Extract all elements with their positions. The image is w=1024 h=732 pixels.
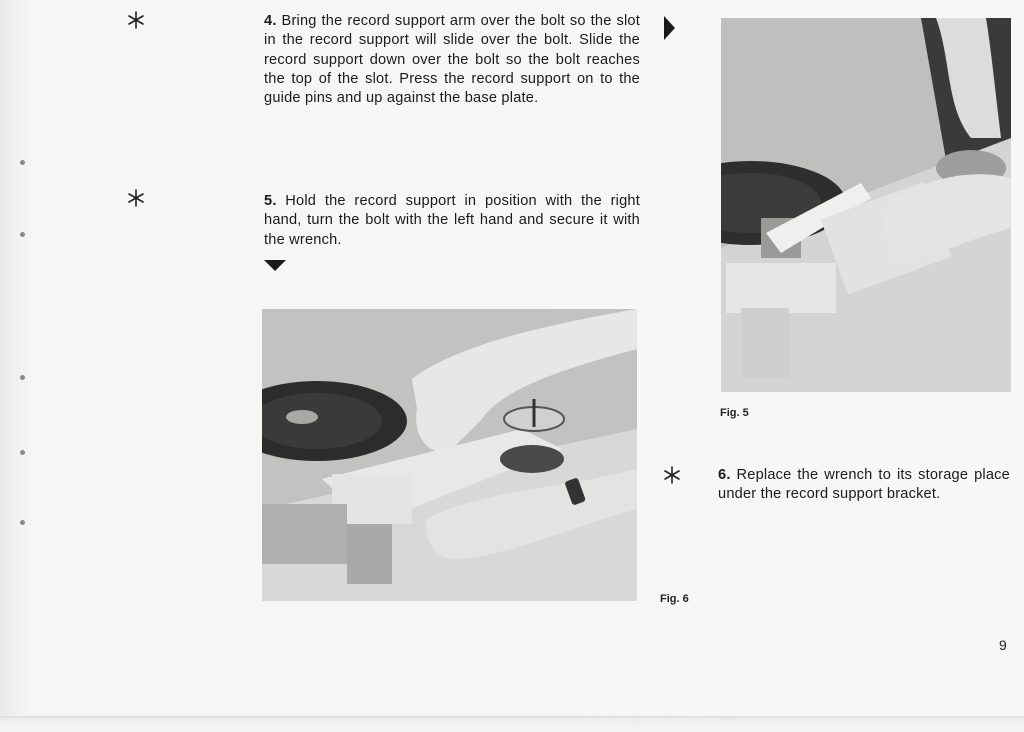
binding-hole-icon bbox=[20, 160, 25, 165]
asterisk-icon bbox=[125, 187, 147, 209]
step-body: Bring the record support arm over the bolt so the slot in the record support will slide over the bolt. Slide the record support down over the bolt so the bolt reaches the top of the slot. Press the record support on to the guide pins and up against the base plate. bbox=[264, 13, 640, 107]
step-number: 4. bbox=[264, 13, 277, 29]
step-number: 6. bbox=[718, 467, 731, 483]
arrow-right-icon bbox=[664, 16, 676, 45]
binding-hole-icon bbox=[20, 520, 25, 525]
asterisk-icon bbox=[125, 9, 147, 31]
step-4-text bbox=[264, 12, 640, 108]
figure-6-caption: Fig. 6 bbox=[660, 593, 689, 605]
step-number: 5. bbox=[264, 193, 277, 209]
figure-5-caption: Fig. 5 bbox=[720, 407, 749, 419]
step-5-text bbox=[264, 192, 640, 250]
page-number: 9 bbox=[999, 637, 1007, 653]
page-edge bbox=[0, 716, 1024, 732]
step-body: Replace the wrench to its storage place under the record support bracket. bbox=[718, 467, 1010, 503]
binding-hole-icon bbox=[20, 450, 25, 455]
step-body: Hold the record support in position with the right hand, turn the bolt with the left hand and secure it with the wrench. bbox=[264, 193, 640, 248]
figure-5-photo bbox=[721, 18, 1011, 392]
step-6-text bbox=[718, 466, 1010, 505]
figure-6-photo bbox=[262, 309, 637, 601]
binding-hole-icon bbox=[20, 232, 25, 237]
arrow-down-icon bbox=[264, 259, 286, 277]
asterisk-icon bbox=[661, 464, 683, 486]
binding-hole-icon bbox=[20, 375, 25, 380]
